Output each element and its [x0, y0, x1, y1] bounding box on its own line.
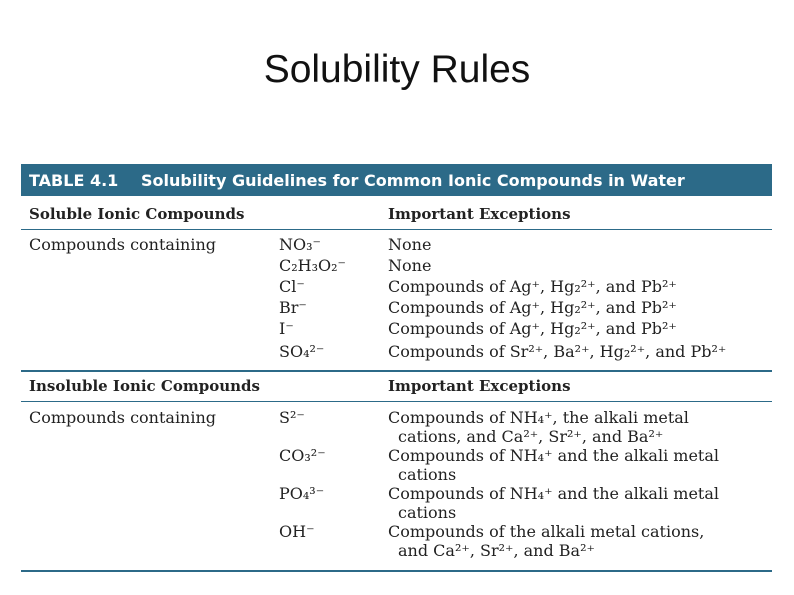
ion-cell: CO₃²⁻: [279, 446, 326, 465]
ion-cell: C₂H₃O₂⁻: [279, 256, 346, 275]
ion-cell: S²⁻: [279, 408, 305, 427]
soluble-heading: Soluble Ionic Compounds: [29, 205, 245, 223]
ion-cell: I⁻: [279, 319, 294, 338]
exception-cell: Compounds of Sr²⁺, Ba²⁺, Hg₂²⁺, and Pb²⁺: [388, 342, 727, 361]
exception-cell-continuation: and Ca²⁺, Sr²⁺, and Ba²⁺: [398, 541, 595, 560]
slide-title: Solubility Rules: [263, 48, 531, 91]
exception-cell: Compounds of NH₄⁺ and the alkali metal: [388, 446, 720, 465]
table-caption: Solubility Guidelines for Common Ionic Compounds in Water: [141, 171, 685, 190]
table-bottom-rule: [21, 570, 772, 572]
table-number: TABLE 4.1: [29, 171, 119, 190]
insoluble-exceptions-heading: Important Exceptions: [388, 377, 571, 395]
exception-cell: Compounds of Ag⁺, Hg₂²⁺, and Pb²⁺: [388, 319, 677, 338]
ion-cell: Cl⁻: [279, 277, 305, 296]
exception-cell: Compounds of NH₄⁺, the alkali metal: [388, 408, 689, 427]
exception-cell: Compounds of NH₄⁺ and the alkali metal: [388, 484, 720, 503]
table-header-bar: [21, 164, 772, 196]
solubility-table: [21, 164, 772, 574]
ion-cell: OH⁻: [279, 522, 315, 541]
ion-cell: SO₄²⁻: [279, 342, 325, 361]
exception-cell: Compounds of Ag⁺, Hg₂²⁺, and Pb²⁺: [388, 277, 677, 296]
exception-cell: Compounds of the alkali metal cations,: [388, 522, 705, 541]
ion-cell: Br⁻: [279, 298, 307, 317]
insoluble-heading: Insoluble Ionic Compounds: [29, 377, 260, 395]
divider: [21, 229, 772, 230]
exception-cell: Compounds of Ag⁺, Hg₂²⁺, and Pb²⁺: [388, 298, 677, 317]
soluble-label: Compounds containing: [29, 235, 217, 254]
exception-cell: None: [388, 235, 432, 254]
divider: [21, 401, 772, 402]
section-divider: [21, 370, 772, 372]
ion-cell: PO₄³⁻: [279, 484, 325, 503]
exception-cell-continuation: cations: [398, 465, 457, 484]
exception-cell-continuation: cations: [398, 503, 457, 522]
exception-cell: None: [388, 256, 432, 275]
exception-cell-continuation: cations, and Ca²⁺, Sr²⁺, and Ba²⁺: [398, 427, 664, 446]
soluble-exceptions-heading: Important Exceptions: [388, 205, 571, 223]
insoluble-label: Compounds containing: [29, 408, 217, 427]
ion-cell: NO₃⁻: [279, 235, 321, 254]
